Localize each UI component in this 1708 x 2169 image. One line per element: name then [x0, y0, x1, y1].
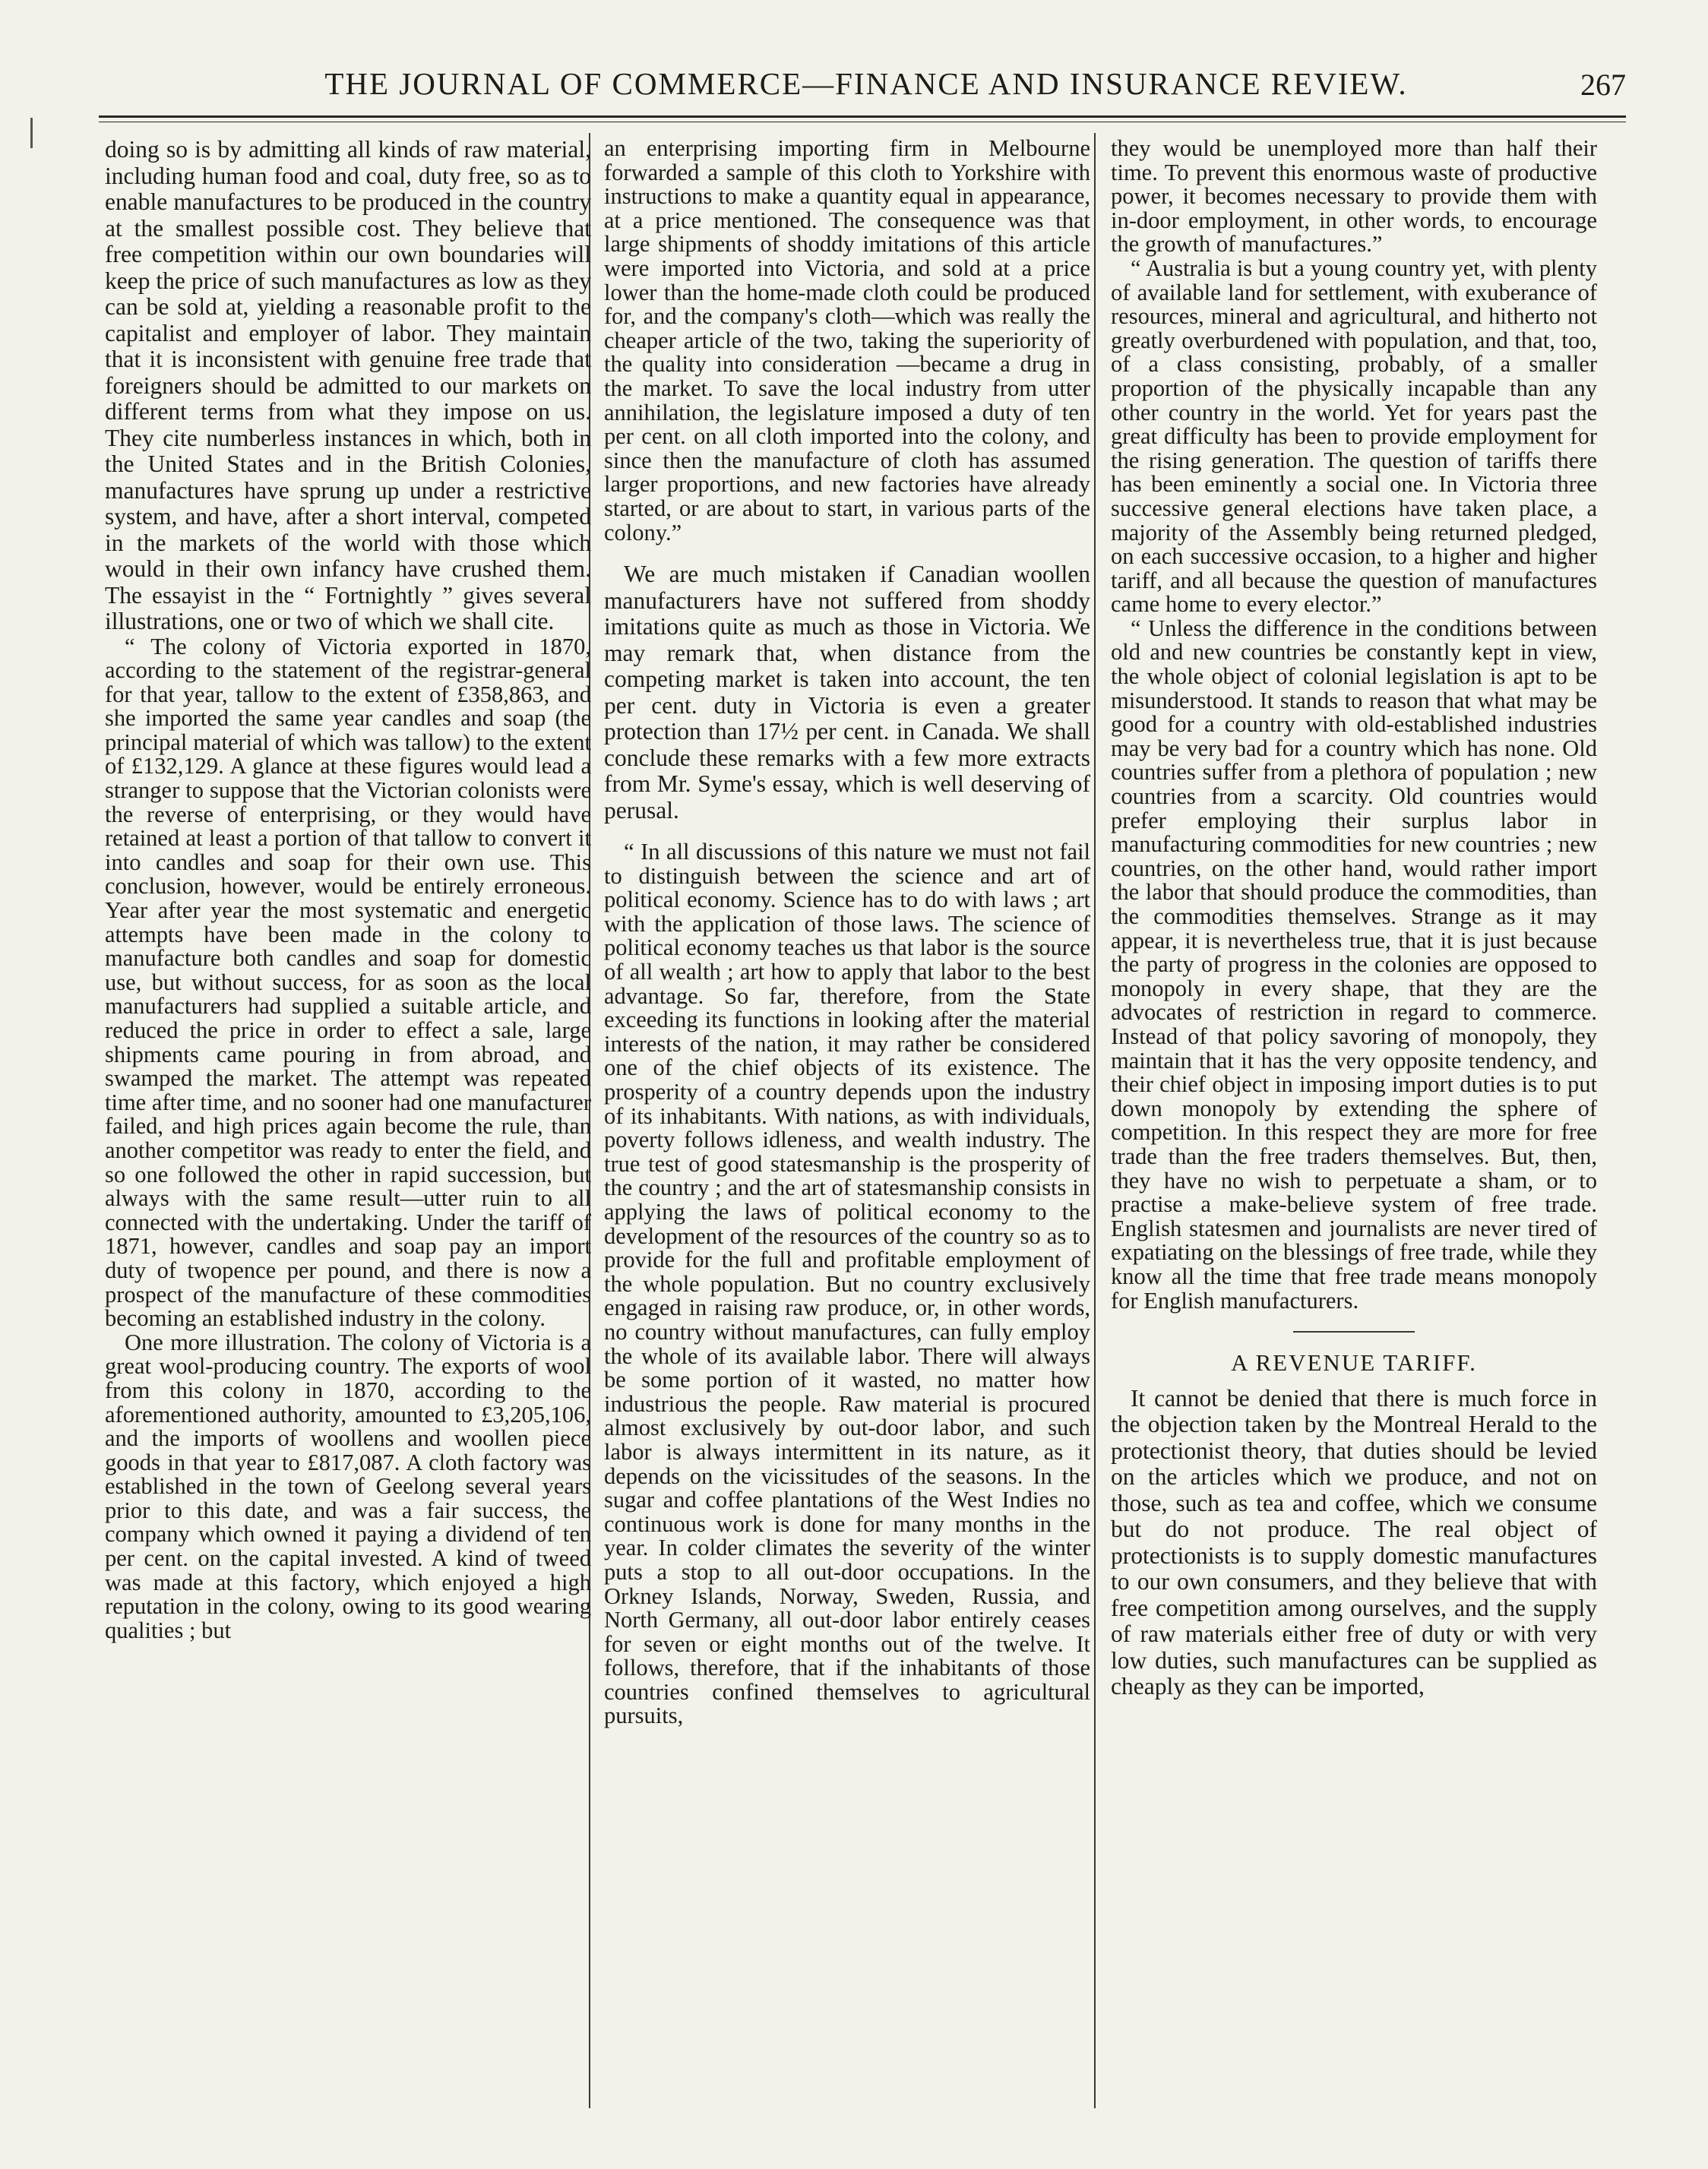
margin-mark	[30, 118, 33, 148]
column-1	[105, 137, 591, 2127]
section-divider	[1293, 1331, 1415, 1333]
paragraph: “ The colony of Victoria exported in 1870, according to the statement of the registrar-general for that year, tallow to the extent of £358,863, and she imported the same year candles and soap (the principal material of which was tallow) to the extent of £132,129. A glance at these figures would lead a stranger to suppose that the Victorian colonists were the reverse of enterprising, or they would have retained at least a portion of that tallow to convert it into candles and soap for their own use. This conclusion, however, would be entirely erroneous. Year after year the most systematic and energetic attempts have been made in the colony to manufacture both candles and soap for domestic use, but without success, for as soon as the local manufacturers had supplied a suitable article, and reduced the price in order to effect a sale, large shipments came pouring in from abroad, and swamped the market. The attempt was repeated time after time, and no sooner had one manufacturer failed, and high prices again become the rule, than another competitor was ready to enter the field, and so one followed the other in rapid succession, but always with the same result—utter ruin to all connected with the undertaking. Under the tariff of 1871, however, candles and soap pay an import duty of twopence per pound, and there is now a prospect of the manufacture of these commodities becoming an established industry in the colony.	[105, 633, 591, 1332]
paragraph: an enterprising importing firm in Melbourne forwarded a sample of this cloth to Yorkshire with instructions to make a quantity equal in appearance, at a price mentioned. The consequence was that large shipments of shoddy imitations of this article were imported into Victoria, and sold at a price lower than the home-made cloth could be produced for, and the company's cloth—which was really the cheaper article of the two, taking the superiority of the quality into consideration —became a drug in the market. To save the local industry from utter annihilation, the legislature imposed a duty of ten per cent. on all cloth imported into the colony, and since then the manufacture of cloth has assumed larger proportions, and new factories have already started, or are about to start, in various parts of the colony.”	[604, 137, 1090, 545]
column-2	[604, 137, 1090, 2127]
paragraph: “ In all discussions of this nature we must not fail to distinguish between the science and art of political economy. Science has to do with laws ; art with the application of those laws. The science of political economy teaches us that labor is the source of all wealth ; art how to apply that labor to the best advantage. So far, therefore, from the State exceeding its functions in looking after the material interests of the nation, it may rather be considered one of the chief objects of its existence. The prosperity of a country depends upon the industry of its inhabitants. With nations, as with individuals, poverty follows idleness, and wealth industry. The true test of good statesmanship is the prosperity of the country ; and the art of statesmanship consists in applying the laws of political economy to the development of the resources of the country so as to provide for the full and profitable employment of the whole population. But no country exclusively engaged in raising raw produce, or, in other words, no country without manufactures, can fully employ the whole of its available labor. There will always be some portion of it wasted, no matter how industrious the people. Raw material is procured almost exclusively by out-door labor, and such labor is always intermittent in its nature, as it depends on the vicissitudes of the seasons. In the sugar and coffee plantations of the West Indies no continuous work is done for many months in the year. In colder climates the severity of the winter puts a stop to all out-door occupations. In the Orkney Islands, Norway, Sweden, Russia, and North Germany, all out-door labor entirely ceases for seven or eight months out of the twelve. It follows, therefore, that if the inhabitants of those countries confined themselves to agricultural pursuits,	[604, 839, 1090, 1729]
section-title: A REVENUE TARIFF.	[1231, 1349, 1477, 1377]
paragraph: “ Australia is but a young country yet, with plenty of available land for settlement, with exuberance of resources, mineral and agricultural, and hitherto not greatly overburdened with population, and that, too, of a class consisting, probably, of a smaller proportion of the physically incapable than any other country in the world. Yet for years past the great difficulty has been to provide employment for the rising generation. The question of tariffs there has been eminently a social one. In Victoria three successive general elections have taken place, a majority of the Assembly being returned pledged, on each successive occasion, to a higher and higher tariff, and all because the question of manufactures came home to every elector.”	[1111, 255, 1597, 618]
paragraph: We are much mistaken if Canadian woollen manufacturers have not suffered from shoddy imitations quite as much as those in Victoria. We may remark that, when distance from the competing market is taken into account, the ten per cent. duty in Victoria is even a greater protection than 17½ per cent. in Canada. We shall conclude these remarks with a few more extracts from Mr. Syme's essay, which is well deserving of perusal.	[604, 561, 1090, 824]
paragraph: doing so is by admitting all kinds of raw material, including human food and coal, duty free, so as to enable manufactures to be produced in the country at the smallest possible cost. They believe that free competition within our own boundaries will keep the price of such manufactures as low as they can be sold at, yielding a reasonable profit to the capitalist and employer of labor. They maintain that it is inconsistent with genuine free trade that foreigners should be admitted to our markets on different terms from what they impose on us. They cite numberless instances in which, both in the United States and in the British Colonies, manufactures have sprung up under a restrictive system, and have, after a short interval, competed in the markets of the world with those which would in their own infancy have crushed them. The essayist in the “ Fortnightly ” gives several illustrations, one or two of which we shall cite.	[105, 137, 591, 634]
paragraph: they would be unemployed more than half their time. To prevent this enormous waste of productive power, it becomes necessary to provide them with in-door employment, in other words, to encourage the growth of manufactures.”	[1111, 137, 1597, 258]
column-3	[1111, 137, 1597, 2127]
paragraph: It cannot be denied that there is much force in the objection taken by the Montreal Herald to the protectionist theory, that duties should be levied on the articles which we produce, and not on those, such as tea and coffee, which we consume but do not produce. The real object of protectionists is to supply domestic manufactures to our own consumers, and they believe that with free competition among ourselves, and the supply of raw materials either free of duty or with very low duties, such manufactures can be supplied as cheaply as they can be imported,	[1111, 1384, 1597, 1700]
journal-title: THE JOURNAL OF COMMERCE—FINANCE AND INSURANCE REVIEW.	[324, 66, 1408, 101]
header-rule	[99, 115, 1626, 118]
page-number: 267	[1580, 68, 1626, 102]
running-header	[106, 65, 1626, 111]
paragraph: “ Unless the difference in the conditions between old and new countries be constantly kept in view, the whole object of colonial legislation is apt to be misunderstood. It stands to reason that what may be good for a country with old-established industries may be very bad for a country which has none. Old countries suffer from a plethora of population ; new countries from a scarcity. Old countries would prefer employing their surplus labor in manufacturing commodities for new countries ; new countries, on the other hand, would rather import the labor that should produce the commodities, than the commodities themselves. Strange as it may appear, it is nevertheless true, that it is just because the party of progress in the colonies are opposed to monopoly in every shape, that they are the advocates of restriction in regard to commerce. Instead of that policy savoring of monopoly, they maintain that it has the very opposite tendency, and their chief object in imposing import duties is to put down monopoly by extending the sphere of competition. In this respect they are more for free trade than the free traders themselves. But, then, they have no wish to perpetuate a sham, or to practise a make-believe system of free trade. English statesmen and journalists are never tired of expatiating on the blessings of free trade, while they know all the time that free trade means monopoly for English manufacturers.	[1111, 615, 1597, 1314]
paragraph: One more illustration. The colony of Victoria is a great wool-producing country. The exports of wool from this colony in 1870, according to the aforementioned authority, amounted to £3,205,106, and the imports of woollens and woollen piece goods in that year to £817,087. A cloth factory was established in the town of Geelong several years prior to this date, and was a fair success, the company which owned it paying a dividend of ten per cent. on the capital invested. A kind of tweed was made at this factory, which enjoyed a high reputation in the colony, owing to its good wearing qualities ; but	[105, 1329, 591, 1643]
column-divider	[1094, 133, 1096, 2108]
